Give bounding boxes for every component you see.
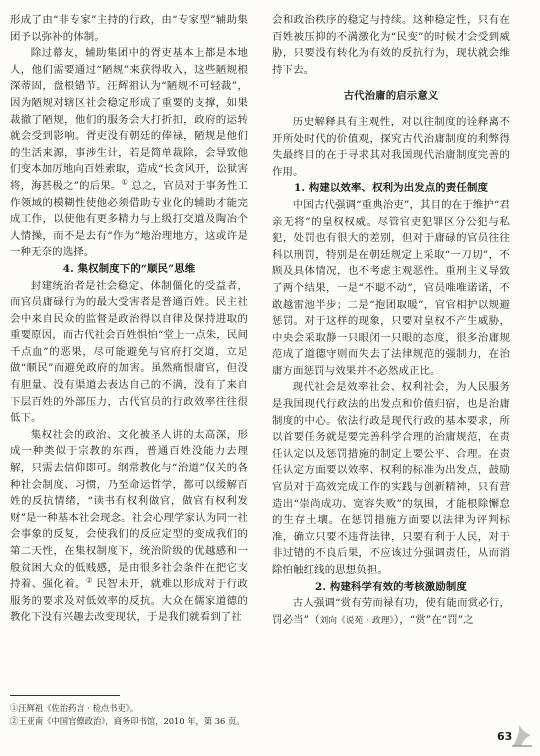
paragraph: 中国古代强调“重典治吏”，其目的在于维护“君亲无将”的皇权权威。尽管官吏犯罪区分公犯与私犯，处罚也有很大的差别，但对于庸碌的官员往往科以刑罚，特别是在朝廷规定上采取“一刀切”，不顾及具体情况，也不考虑主观恶性。重刑主义导致了两个结果，一是“不聪不动”，官员唯唯诺诺，不敢越雷池半步；二是“抱团取暖”，官官相护以规避惩罚。对于这样的现象，只要对皇权不产生威胁，中央会采取静一只眼闭一只眼的态度，很多治庸规范成了道德守则而失去了法律规范的强制力，在治庸方面惩罚与效果并不必然成正比。 (272, 198, 510, 377)
footnote-ref[interactable]: ① (121, 178, 128, 187)
paragraph: 封建统治者是社会稳定、体制僵化的受益者，而官员庸碌行为的最大受害者是普通百姓。民主社会中来自民众的监督是政治得以自律及保持进取的重要原因，而古代社会百姓惧怕“堂上一点朱，民间千点血”的恶果，尽可能避免与官府打交道，立足做“顺民”而避免政府的加害。虽然痛恨庸官，但没有胆量、没有渠道去表达自己的不满，没有了来自下层百姓的外部压力，古代官员的行政效率往往很低下。 (10, 279, 248, 425)
paragraph-text: 古人强调“赏有劳而禄有功，使有能而赏必行，罚必当”（ (272, 597, 510, 626)
footnote: ①汪辉祖《佐治药言 · 检点书吏》。 (10, 703, 139, 713)
paragraph-text: 总之，官员对于事务性工作领域的模糊性使他必须借助专业化的辅助才能完成工作，以使他有更多精力与上级打交道及陶冶个人情操，而不是去有“作为”地治理地方，这或许是一种无奈的选择。 (10, 179, 248, 259)
subsection-heading: 2. 构建科学有效的考核激励制度 (315, 580, 467, 593)
paragraph-text: 集权社会的政治、文化被圣人讲的太高深，形成一种类似于宗教的东西，普通百姓没能力去理解，只需去信仰即可。纲常教化与“治道”仅关的各种社会制度、习惯，乃至命运哲学，都可以缓解百姓的反抗情绪，“读书有权利做官，做官有权利发财”是一种基本社会现念。社会心理学家认为同一社会事象的反复，会使我们的反应定型的变成我们的第二天性，在集权制度下，统治阶级的优越感和一般贫困大众的低贱感，是由很多社会条件在把它支持着、强化着。 (10, 428, 248, 591)
paragraph: 现代社会是效率社会、权利社会，为人民服务是我国现代行政法的出发点和价值归宿，也是治庸制度的中心。依法行政是现代行政的基本要求，所以首要任务就是要完善科学合理的治庸规范，在责任认定以及惩罚措施的制定上要公平、合理。在责任认定方面要以效率、权利的标准为出发点，鼓励官员对于高效完成工作的实践与创新精神，只有营造出“崇尚成功、宽容失败”的氛围，才能根除懈怠的生存土壤。在惩罚措施方面要以法律为评判标准，确立只要不违背法律，只要有利于人民，对于非过错的不良后果，不应该过分强调责任，从而消除怕触红线的思想负担。 (272, 381, 510, 576)
subsection-heading: 1. 构建以效率、权利为出发点的责任制度 (293, 182, 489, 195)
paragraph-text: ），“赏”在“罚”之 (393, 613, 474, 626)
paragraph: 历史解释具有主观性，对以往制度的诠释离不开所处时代的价值观，探究古代治庸制度的利弊得失最终目的在于寻求其对我国现代治庸制度完善的作用。 (272, 115, 510, 178)
citation: 刘向《说苑 · 政理》 (319, 615, 394, 626)
paragraph (10, 45, 248, 261)
paragraph: 会和政治秩序的稳定与持续。这种稳定性，只有在百姓被压抑的不满激化为“民变”的时候才会受到威胁，只要没有转化为有效的反抗行为，现状就会维持下去。 (272, 14, 510, 76)
paragraph (272, 595, 510, 629)
paragraph-text: 除过幕友，辅助集团中的胥吏基本上都是本地人，他们需要通过“陋规”来获得收入，这些陋规根深蒂固，盘根错节。汪辉祖认为“陋规不可轻裁”，因为陋规对辖区社会稳定形成了重要的支撑，如果裁撤了陋规，他们的服务会大打折扣，政府的运转就会受到影响。胥吏没有朝廷的俸禄，陋规是他们的生活来源，事涉生计，若是简单裁除，会导致他们变本加厉地向百姓索取，造成“长贪风开，讼狱害将，海甚极之”的后果。 (10, 47, 248, 192)
right-column (272, 12, 510, 629)
left-column (10, 12, 248, 626)
footnote-ref[interactable]: ② (85, 576, 93, 585)
footnote-divider (10, 695, 120, 696)
footnote: ②王亚南《中国官僚政治》，商务印书馆，2010 年，第 36 页。 (10, 716, 245, 726)
page-ornament-icon (510, 722, 534, 748)
paragraph-text: 民智未开，就难以形成对于行政服务的要求及对低效率的反抗。大众在儒家道德的教化下没有兴趣去改变现状，于是我们就看到了社 (10, 578, 248, 624)
section-title: 古代治庸的启示意义 (343, 90, 439, 103)
footnotes (10, 702, 245, 728)
paragraph (10, 427, 248, 626)
page-number: 63 (497, 730, 513, 743)
subsection-heading: 4. 集权制度下的“顺民”思维 (62, 262, 196, 275)
paragraph: 形成了由“非专家”主持的行政，由“专家型”辅助集团予以弥补的体制。 (10, 14, 248, 43)
